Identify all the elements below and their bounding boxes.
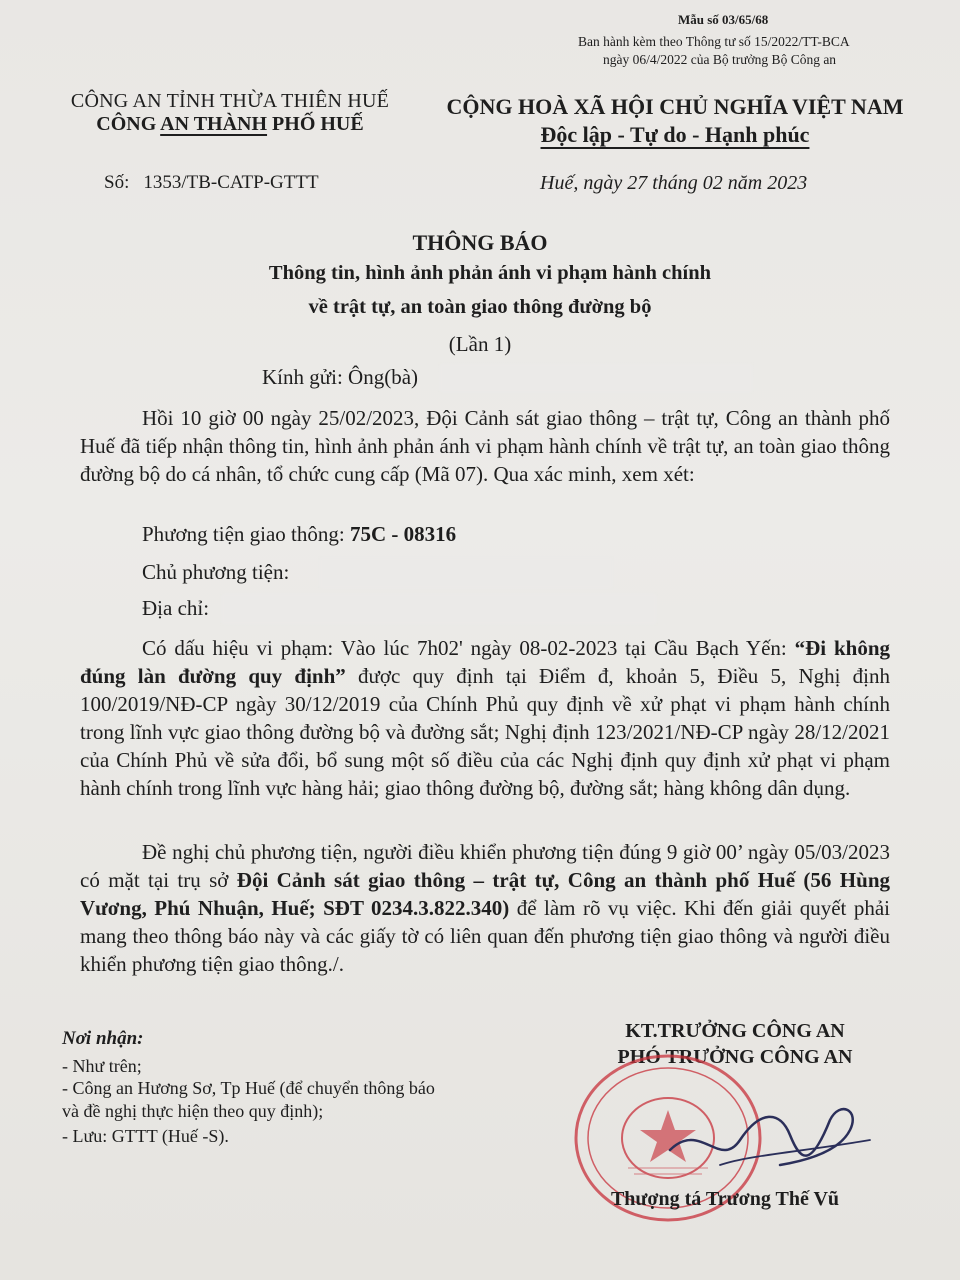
owner-label: Chủ phương tiện:: [142, 560, 290, 584]
address-line: [142, 596, 209, 621]
intro-paragraph: Hồi 10 giờ 00 ngày 25/02/2023, Đội Cảnh sát giao thông – trật tự, Công an thành phố Huế đã tiếp nhận thông tin, hình ảnh phản ánh vi phạm hành chính về trật tự, an toàn giao thông đường bộ do cá nhân, tổ chức cung cấp (Mã 07). Qua xác minh, xem xét:: [80, 406, 890, 486]
vehicle-line: [142, 522, 456, 547]
place-date: Huế, ngày 27 tháng 02 năm 2023: [540, 172, 808, 194]
republic-motto-text: Độc lập - Tự do - Hạnh phúc: [540, 122, 810, 147]
signature-title-2: PHÓ TRƯỞNG CÔNG AN: [617, 1046, 853, 1068]
signer-name: Thượng tá Trương Thế Vũ: [610, 1188, 840, 1210]
agency-parent: CÔNG AN TỈNH THỪA THIÊN HUẾ: [70, 90, 390, 112]
national-header: [430, 94, 920, 148]
form-issued-with: Ban hành kèm theo Thông tư số 15/2022/TT-BCA: [578, 34, 850, 49]
occurrence-number: (Lần 1): [448, 332, 512, 356]
document-number: [104, 172, 319, 194]
signature-title-1: KT.TRƯỞNG CÔNG AN: [625, 1020, 845, 1042]
document-title: THÔNG BÁO: [412, 230, 548, 255]
document-number-label: Số:: [104, 172, 130, 193]
request-office: Đội Cảnh sát giao thông – trật tự, Công an thành phố Huế (56 Hùng Vương, Phú Nhuận, Huế; SĐT 0234.3.822.340): [80, 868, 890, 920]
agency-name-underlined: AN THÀNH: [160, 113, 268, 135]
redacted-addressee: [440, 364, 752, 392]
republic-motto: [430, 122, 920, 148]
form-number: Mẫu số 03/65/68: [678, 12, 769, 27]
agency-name-post: PHỐ HUẾ: [267, 113, 364, 135]
republic-name: CỘNG HOÀ XÃ HỘI CHỦ NGHĨA VIỆT NAM: [446, 94, 904, 119]
recipient-item: - Công an Hương Sơ, Tp Huế (để chuyển thông báo: [62, 1078, 435, 1098]
owner-line: [142, 560, 289, 585]
request-paragraph: [80, 838, 890, 978]
agency-name: [30, 113, 430, 136]
violation-paragraph: [80, 634, 890, 802]
recipient-item: và đề nghị thực hiện theo quy định);: [62, 1101, 324, 1121]
violation-legal-basis: được quy định tại Điểm đ, khoản 5, Điều 5, Nghị định 100/2019/NĐ-CP ngày 30/12/2019 của Chính Phủ quy định về xử phạt vi phạm hành chính trong lĩnh vực giao thông đường bộ và đường sắt; Nghị định 123/2021/NĐ-CP ngày 28/12/2021 của Chính Phủ về sửa đổi, bổ sung một số điều của các Nghị định quy định xử phạt vi phạm hành chính trong lĩnh vực hàng hải; giao thông đường bộ, đường sắt; hàng không dân dụng.: [80, 664, 891, 800]
recipient-item: - Như trên;: [62, 1056, 142, 1076]
document-subtitle-1: Thông tin, hình ảnh phản ánh vi phạm hành chính: [268, 262, 712, 284]
request-rest: để làm rõ vụ việc. Khi đến giải quyết phải mang theo thông báo này và các giấy tờ có liên quan đến phương tiện giao thông và người điều khiển phương tiện giao thông./.: [80, 896, 890, 976]
redacted-address: [222, 594, 656, 624]
violation-act: “Đi không đúng làn đường quy định”: [80, 636, 890, 688]
vehicle-plate: 75C - 08316: [349, 522, 457, 546]
agency-header: [30, 90, 430, 136]
agency-name-pre: CÔNG: [96, 113, 161, 135]
request-prefix: Đề nghị chủ phương tiện, người điều khiển phương tiện đúng 9 giờ 00’ ngày 05/03/2023 có mặt tại trụ sở: [80, 840, 890, 892]
document-subtitle-2: về trật tự, an toàn giao thông đường bộ: [308, 296, 652, 318]
document-number-value: 1353/TB-CATP-GTTT: [143, 172, 319, 193]
recipients-title: Nơi nhận:: [62, 1028, 144, 1049]
vehicle-label: Phương tiện giao thông:: [142, 522, 350, 546]
handwritten-signature-icon: [660, 1080, 880, 1190]
form-issued-date: ngày 06/4/2022 của Bộ trưởng Bộ Công an: [603, 52, 837, 67]
address-label: Địa chỉ:: [142, 596, 210, 620]
addressee: Kính gửi: Ông(bà): [262, 365, 419, 389]
redacted-owner: [320, 558, 612, 588]
recipient-item: - Lưu: GTTT (Huế -S).: [62, 1126, 229, 1146]
violation-prefix: Có dấu hiệu vi phạm: Vào lúc 7h02' ngày 08-02-2023 tại Cầu Bạch Yến:: [142, 636, 795, 660]
